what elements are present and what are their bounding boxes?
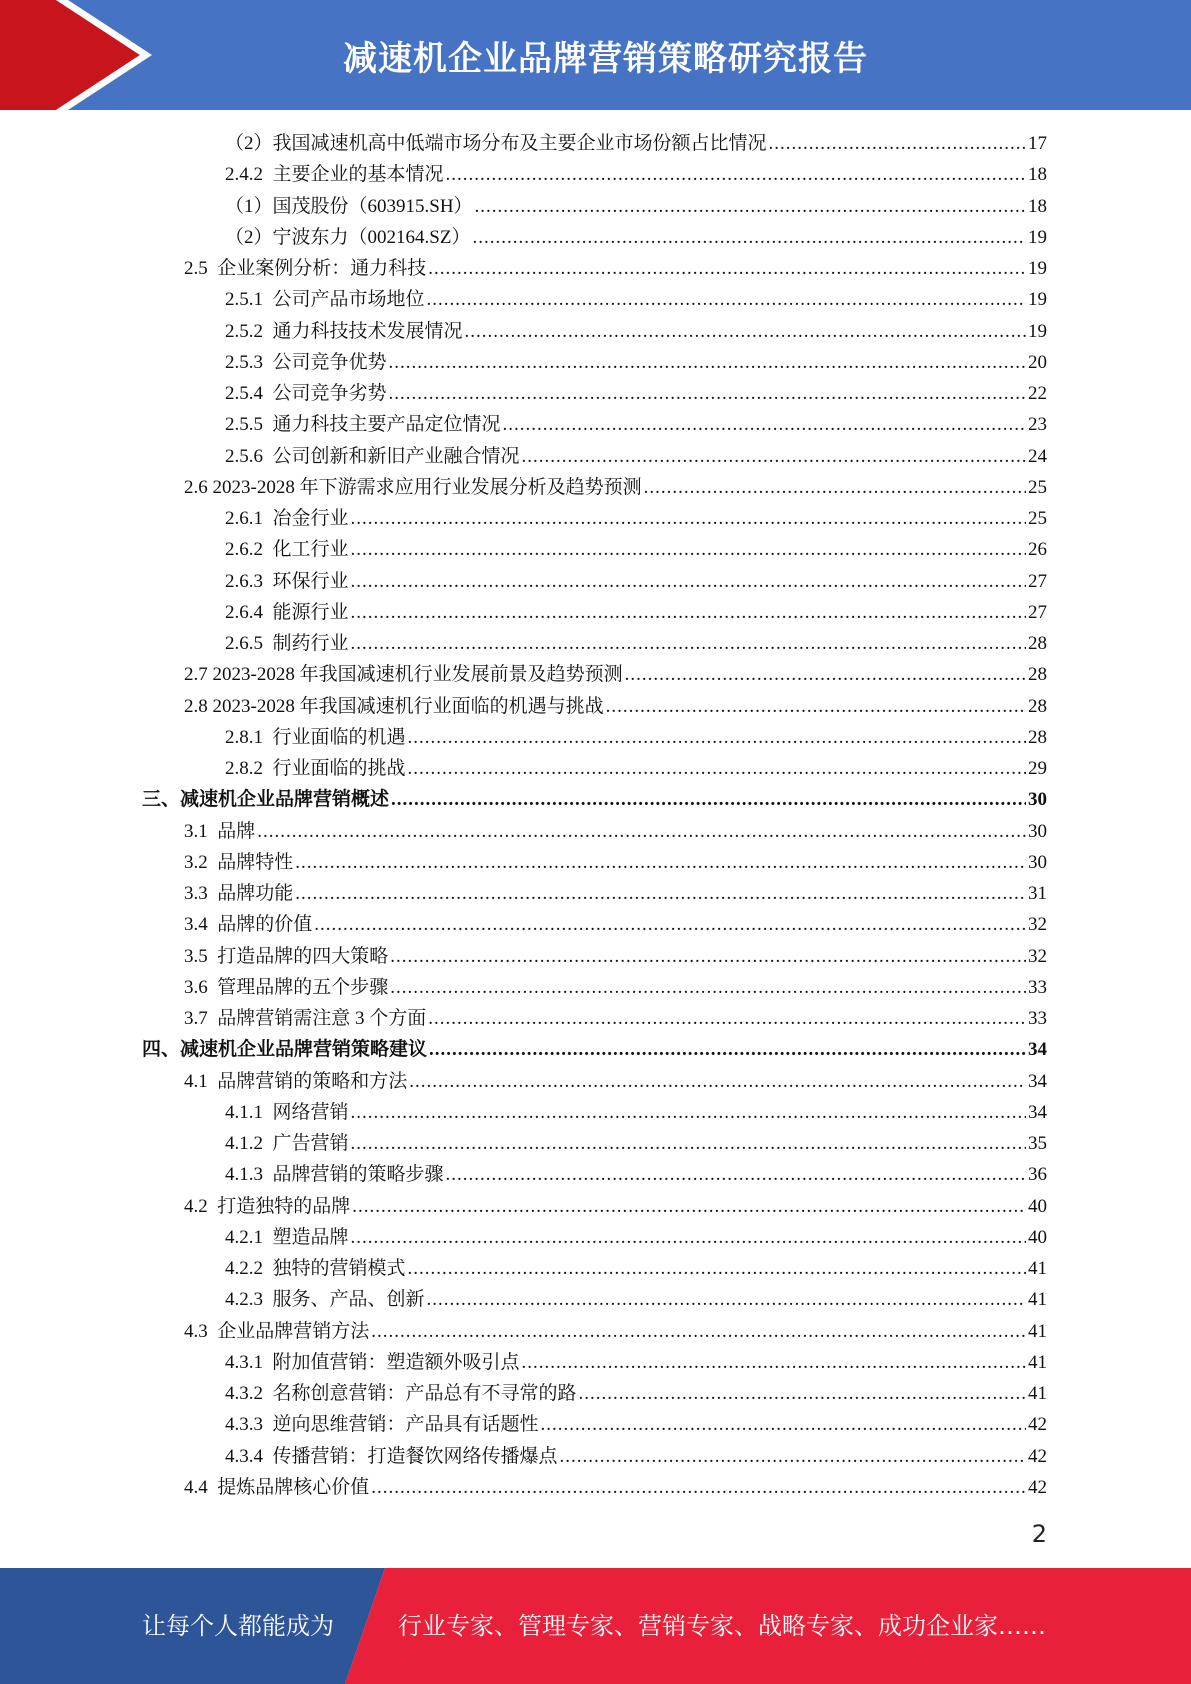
toc-entry-title: 4.2.3 服务、产品、创新 [225, 1289, 425, 1310]
toc-dot-leader [503, 409, 1026, 440]
toc-dot-leader [560, 1441, 1026, 1472]
toc-entry-title: 4.1 品牌营销的策略和方法 [184, 1071, 408, 1092]
toc-entry-title: 4.3 企业品牌营销方法 [184, 1321, 370, 1342]
toc-entry-title: 4.3.4 传播营销：打造餐饮网络传播爆点 [225, 1446, 558, 1467]
toc-entry[interactable] [184, 691, 1047, 722]
toc-dot-leader [351, 597, 1026, 628]
toc-entry-page: 28 [1028, 727, 1047, 748]
toc-entry-page: 34 [1028, 1039, 1047, 1060]
toc-entry-page: 25 [1028, 508, 1047, 529]
toc-entry-title: 4.1.1 网络营销 [225, 1102, 349, 1123]
toc-entry-page: 41 [1028, 1258, 1047, 1279]
toc-dot-leader [446, 1159, 1026, 1190]
toc-entry-page: 18 [1028, 196, 1047, 217]
toc-entry[interactable] [225, 159, 1047, 190]
toc-entry-page: 40 [1028, 1196, 1047, 1217]
toc-entry-page: 41 [1028, 1289, 1047, 1310]
toc-entry-title: （2）宁波东力（002164.SZ） [225, 227, 471, 248]
toc-entry-page: 41 [1028, 1383, 1047, 1404]
toc-dot-leader [606, 691, 1026, 722]
toc-dot-leader [465, 316, 1026, 347]
toc-entry-title: 2.5.5 通力科技主要产品定位情况 [225, 414, 501, 435]
toc-entry-title: 3.7 品牌营销需注意 3 个方面 [184, 1008, 427, 1029]
toc-dot-leader [390, 941, 1026, 972]
toc-entry[interactable] [225, 1441, 1047, 1472]
toc-dot-leader [644, 472, 1026, 503]
toc-dot-leader [391, 784, 1026, 815]
toc-entry[interactable] [225, 378, 1047, 409]
toc-entry-page: 27 [1028, 602, 1047, 623]
toc-entry-title: 3.4 品牌的价值 [184, 914, 313, 935]
toc-dot-leader [475, 191, 1026, 222]
toc-entry-title: 2.6.4 能源行业 [225, 602, 349, 623]
toc-entry-title: 2.6.1 冶金行业 [225, 508, 349, 529]
toc-entry[interactable] [184, 472, 1047, 503]
toc-entry[interactable] [225, 722, 1047, 753]
toc-entry-title: 4.3.1 附加值营销：塑造额外吸引点 [225, 1352, 520, 1373]
toc-entry-page: 19 [1028, 321, 1047, 342]
toc-entry-page: 41 [1028, 1321, 1047, 1342]
toc-entry[interactable] [225, 1347, 1047, 1378]
toc-entry[interactable] [225, 1378, 1047, 1409]
toc-entry[interactable] [184, 253, 1047, 284]
toc-dot-leader [295, 878, 1026, 909]
toc-entry[interactable] [184, 909, 1047, 940]
toc-entry[interactable] [184, 659, 1047, 690]
toc-dot-leader [541, 1409, 1026, 1440]
toc-entry[interactable] [184, 1191, 1047, 1222]
toc-entry[interactable] [225, 597, 1047, 628]
toc-dot-leader [408, 722, 1026, 753]
toc-entry-title: 4.4 提炼品牌核心价值 [184, 1477, 370, 1498]
toc-entry-page: 34 [1028, 1071, 1047, 1092]
toc-entry-title: 2.5.3 公司竞争优势 [225, 352, 387, 373]
toc-entry-title: 2.5 企业案例分析：通力科技 [184, 258, 427, 279]
toc-entry[interactable] [142, 784, 1047, 815]
toc-dot-leader [522, 441, 1026, 472]
toc-dot-leader [408, 753, 1026, 784]
toc-dot-leader [427, 284, 1026, 315]
toc-dot-leader [351, 1222, 1026, 1253]
toc-entry[interactable] [225, 128, 1047, 159]
toc-entry-title: 4.2.2 独特的营销模式 [225, 1258, 406, 1279]
toc-dot-leader [428, 1003, 1026, 1034]
toc-dot-leader [371, 1316, 1026, 1347]
toc-dot-leader [314, 909, 1026, 940]
toc-entry-page: 20 [1028, 352, 1047, 373]
toc-dot-leader [351, 503, 1026, 534]
toc-entry-page: 33 [1028, 1008, 1047, 1029]
toc-entry-page: 28 [1028, 696, 1047, 717]
toc-dot-leader [351, 566, 1026, 597]
toc-entry-page: 42 [1028, 1477, 1047, 1498]
toc-dot-leader [257, 816, 1026, 847]
toc-dot-leader [522, 1347, 1026, 1378]
toc-dot-leader [352, 1191, 1026, 1222]
toc-entry[interactable] [184, 878, 1047, 909]
page-footer [0, 1568, 1191, 1684]
toc-dot-leader [428, 253, 1026, 284]
toc-entry-page: 33 [1028, 977, 1047, 998]
toc-entry[interactable] [184, 1003, 1047, 1034]
toc-dot-leader [769, 128, 1026, 159]
toc-entry-title: 2.7 2023-2028 年我国减速机行业发展前景及趋势预测 [184, 664, 623, 685]
toc-dot-leader [389, 347, 1026, 378]
toc-entry[interactable] [142, 1034, 1047, 1065]
toc-dot-leader [409, 1066, 1026, 1097]
toc-entry-title: 2.6.5 制药行业 [225, 633, 349, 654]
toc-dot-leader [390, 972, 1026, 1003]
toc-entry-page: 34 [1028, 1102, 1047, 1123]
toc-entry-page: 42 [1028, 1446, 1047, 1467]
page-number: 2 [1031, 1520, 1047, 1548]
toc-entry-title: 4.1.3 品牌营销的策略步骤 [225, 1164, 444, 1185]
toc-entry-title: 2.5.1 公司产品市场地位 [225, 289, 425, 310]
toc-entry-title: 2.6.3 环保行业 [225, 571, 349, 592]
toc-entry-page: 42 [1028, 1414, 1047, 1435]
toc-entry-page: 25 [1028, 477, 1047, 498]
toc-entry-page: 35 [1028, 1133, 1047, 1154]
toc-entry-title: 3.2 品牌特性 [184, 852, 294, 873]
toc-entry-title: 2.8.1 行业面临的机遇 [225, 727, 406, 748]
toc-dot-leader [351, 534, 1026, 565]
toc-entry[interactable] [184, 1316, 1047, 1347]
toc-entry-page: 27 [1028, 571, 1047, 592]
toc-entry-page: 18 [1028, 164, 1047, 185]
toc-dot-leader [389, 378, 1026, 409]
toc-entry-title: 2.5.4 公司竞争劣势 [225, 383, 387, 404]
toc-entry-title: 3.6 管理品牌的五个步骤 [184, 977, 389, 998]
toc-entry-title: 2.5.6 公司创新和新旧产业融合情况 [225, 446, 520, 467]
toc-entry-page: 32 [1028, 914, 1047, 935]
toc-dot-leader [295, 847, 1026, 878]
footer-slogan-left: 让每个人都能成为 [142, 1612, 334, 1640]
toc-entry[interactable] [225, 1284, 1047, 1315]
toc-entry-page: 41 [1028, 1352, 1047, 1373]
toc-entry-title: 4.2.1 塑造品牌 [225, 1227, 349, 1248]
toc-entry-title: 2.5.2 通力科技技术发展情况 [225, 321, 463, 342]
toc-entry-page: 24 [1028, 446, 1047, 467]
toc-dot-leader [408, 1253, 1026, 1284]
toc-entry-title: 3.1 品牌 [184, 821, 256, 842]
footer-slogan-right: 行业专家、管理专家、营销专家、战略专家、成功企业家…… [398, 1612, 1046, 1640]
toc-entry-title: （2）我国减速机高中低端市场分布及主要企业市场份额占比情况 [225, 133, 767, 154]
toc-entry[interactable] [225, 1159, 1047, 1190]
toc-entry-title: 2.6 2023-2028 年下游需求应用行业发展分析及趋势预测 [184, 477, 642, 498]
toc-entry[interactable] [225, 191, 1047, 222]
toc-entry-title: 4.3.3 逆向思维营销：产品具有话题性 [225, 1414, 539, 1435]
toc-entry-page: 19 [1028, 227, 1047, 248]
toc-dot-leader [351, 628, 1026, 659]
page-header [0, 0, 1191, 110]
toc-entry-page: 30 [1028, 852, 1047, 873]
toc-entry[interactable] [184, 941, 1047, 972]
toc-dot-leader [351, 1128, 1026, 1159]
toc-entry-page: 26 [1028, 539, 1047, 560]
report-title: 减速机企业品牌营销策略研究报告 [343, 38, 868, 79]
toc-entry-title: 3.5 打造品牌的四大策略 [184, 946, 389, 967]
toc-entry-title: 4.3.2 名称创意营销：产品总有不寻常的路 [225, 1383, 577, 1404]
toc-entry-title: 4.2 打造独特的品牌 [184, 1196, 351, 1217]
toc-entry[interactable] [225, 1128, 1047, 1159]
toc-entry[interactable] [225, 409, 1047, 440]
toc-entry-title: 2.4.2 主要企业的基本情况 [225, 164, 444, 185]
toc-entry-page: 19 [1028, 289, 1047, 310]
toc-entry[interactable] [184, 847, 1047, 878]
toc-entry-title: 三、减速机企业品牌营销概述 [142, 789, 390, 810]
toc-entry[interactable] [225, 347, 1047, 378]
toc-entry-title: 4.1.2 广告营销 [225, 1133, 349, 1154]
toc-dot-leader [351, 1097, 1026, 1128]
toc-entry[interactable] [225, 441, 1047, 472]
toc-entry[interactable] [225, 284, 1047, 315]
toc-entry[interactable] [225, 753, 1047, 784]
toc-entry[interactable] [225, 566, 1047, 597]
toc-entry-page: 29 [1028, 758, 1047, 779]
toc-entry-page: 23 [1028, 414, 1047, 435]
toc-entry-title: 3.3 品牌功能 [184, 883, 294, 904]
toc-dot-leader [429, 1034, 1026, 1065]
toc-entry-title: 四、减速机企业品牌营销策略建议 [142, 1039, 428, 1060]
toc-entry-title: （1）国茂股份（603915.SH） [225, 196, 473, 217]
toc-entry-page: 30 [1028, 821, 1047, 842]
toc-entry-page: 32 [1028, 946, 1047, 967]
toc-entry[interactable] [225, 503, 1047, 534]
toc-entry[interactable] [225, 1409, 1047, 1440]
toc-entry-page: 17 [1028, 133, 1047, 154]
toc-entry[interactable] [225, 1097, 1047, 1128]
toc-entry-title: 2.6.2 化工行业 [225, 539, 349, 560]
toc-entry[interactable] [225, 534, 1047, 565]
toc-entry-title: 2.8 2023-2028 年我国减速机行业面临的机遇与挑战 [184, 696, 604, 717]
toc-entry-title: 2.8.2 行业面临的挑战 [225, 758, 406, 779]
toc-entry[interactable] [184, 972, 1047, 1003]
toc-entry[interactable] [225, 316, 1047, 347]
toc-entry[interactable] [184, 1066, 1047, 1097]
toc-dot-leader [625, 659, 1026, 690]
toc-entry-page: 28 [1028, 664, 1047, 685]
toc-dot-leader [446, 159, 1026, 190]
toc-dot-leader [579, 1378, 1026, 1409]
toc-entry-page: 19 [1028, 258, 1047, 279]
toc-dot-leader [371, 1472, 1026, 1503]
toc-entry-page: 40 [1028, 1227, 1047, 1248]
toc-entry[interactable] [225, 1222, 1047, 1253]
toc-entry-page: 30 [1028, 789, 1047, 810]
toc-entry-page: 28 [1028, 633, 1047, 654]
toc-entry[interactable] [184, 816, 1047, 847]
toc-entry-page: 22 [1028, 383, 1047, 404]
toc-entry[interactable] [225, 222, 1047, 253]
toc-entry[interactable] [225, 628, 1047, 659]
toc-dot-leader [472, 222, 1026, 253]
toc-entry-page: 36 [1028, 1164, 1047, 1185]
toc-entry-page: 31 [1028, 883, 1047, 904]
toc-entry[interactable] [225, 1253, 1047, 1284]
toc-dot-leader [427, 1284, 1026, 1315]
toc-entry[interactable] [184, 1472, 1047, 1503]
